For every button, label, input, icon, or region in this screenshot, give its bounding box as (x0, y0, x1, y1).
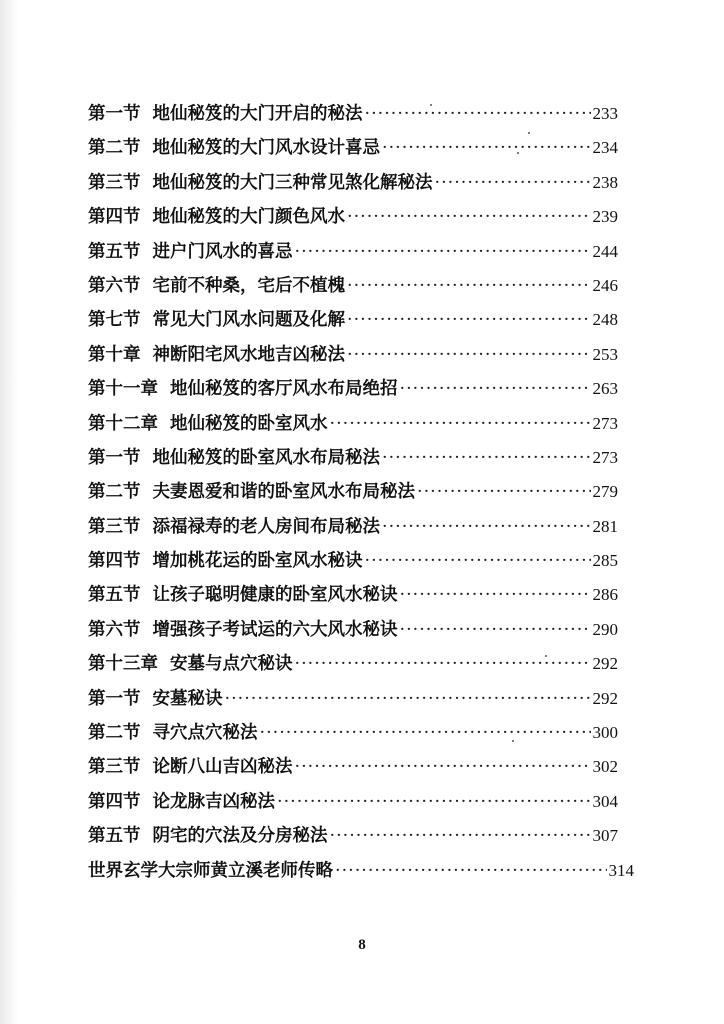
toc-leader-dots (347, 276, 591, 296)
toc-entry (88, 822, 618, 856)
toc-entry (88, 719, 618, 753)
toc-page-number: 263 (592, 379, 618, 399)
toc-entry (88, 238, 618, 272)
toc-chapter-label: 第十章 (88, 344, 141, 365)
toc-entry (88, 581, 618, 615)
toc-section-label: 第五节 (88, 241, 141, 262)
toc-section-label: 第五节 (88, 585, 141, 606)
scan-speck (430, 104, 432, 106)
table-of-contents (88, 100, 634, 891)
toc-section-label: 第一节 (88, 688, 141, 709)
toc-leader-dots (225, 689, 591, 709)
toc-page-number: 302 (592, 757, 618, 777)
toc-section-label: 第三节 (88, 516, 141, 537)
toc-page-number: 234 (592, 138, 618, 158)
toc-page-number: 246 (592, 275, 618, 295)
toc-chapter-label: 第十二章 (88, 413, 158, 434)
toc-leader-dots (347, 310, 591, 330)
toc-page-number: 253 (592, 344, 618, 364)
toc-chapter-label: 第十一章 (88, 379, 158, 400)
toc-page-number: 248 (592, 310, 618, 330)
toc-title: 常见大门风水问题及化解 (152, 310, 345, 331)
toc-page-number: 238 (592, 172, 618, 192)
scan-speck (517, 152, 519, 154)
toc-page-number: 286 (592, 585, 618, 605)
toc-title: 地仙秘笈的大门颜色风水 (152, 207, 345, 228)
toc-section-label: 第六节 (88, 275, 141, 296)
toc-section-label: 第三节 (88, 172, 141, 193)
toc-page-number: 239 (592, 207, 618, 227)
toc-entry (88, 444, 618, 478)
toc-entry (88, 306, 618, 340)
toc-page-number: 304 (592, 791, 618, 811)
toc-title: 阴宅的穴法及分房秘法 (152, 826, 328, 847)
toc-title: 夫妻恩爱和谐的卧室风水布局秘法 (152, 482, 415, 503)
toc-title: 宅前不种桑，宅后不植槐 (152, 275, 345, 296)
toc-section-label: 第七节 (88, 310, 141, 331)
toc-title: 进户门风水的喜忌 (152, 241, 293, 262)
toc-entry (88, 788, 618, 822)
toc-title: 增强孩子考试运的六大风水秘诀 (152, 619, 398, 640)
toc-entry (88, 478, 618, 512)
toc-entry (88, 134, 618, 168)
scan-speck (512, 740, 514, 742)
toc-page-number: 290 (592, 619, 618, 639)
toc-leader-dots (400, 585, 591, 605)
scan-speck (528, 132, 530, 134)
toc-leader-dots (347, 345, 591, 365)
toc-section-label: 第二节 (88, 723, 141, 744)
toc-appendix-entry (88, 857, 634, 891)
toc-page-number: 307 (592, 826, 618, 846)
toc-leader-dots (417, 482, 591, 502)
toc-page-number: 273 (592, 413, 618, 433)
toc-leader-dots (382, 517, 591, 537)
toc-section-label: 第二节 (88, 138, 141, 159)
toc-page-number: 273 (592, 447, 618, 467)
toc-leader-dots (295, 757, 591, 777)
toc-entry (88, 100, 618, 134)
toc-title: 世界玄学大宗师黄立溪老师传略 (88, 860, 333, 881)
toc-title: 神断阳宅风水地吉凶秘法 (152, 344, 345, 365)
scan-speck (545, 655, 547, 657)
toc-page-number: 279 (592, 482, 618, 502)
toc-chapter-label: 第十三章 (88, 654, 158, 675)
toc-page-number: 285 (592, 551, 618, 571)
toc-title: 添福禄寿的老人房间布局秘法 (152, 516, 380, 537)
toc-page-number: 281 (592, 516, 618, 536)
toc-section-label: 第三节 (88, 757, 141, 778)
toc-section-label: 第六节 (88, 619, 141, 640)
toc-page-number: 244 (592, 241, 618, 261)
toc-leader-dots (365, 551, 591, 571)
toc-title: 地仙秘笈的大门风水设计喜忌 (152, 138, 380, 159)
toc-chapter-entry (88, 375, 618, 409)
toc-leader-dots (295, 242, 591, 262)
toc-leader-dots (382, 448, 591, 468)
toc-section-label: 第一节 (88, 104, 141, 124)
toc-leader-dots (295, 654, 591, 674)
toc-title: 增加桃花运的卧室风水秘诀 (152, 551, 363, 572)
toc-leader-dots (365, 104, 591, 124)
toc-title: 地仙秘笈的卧室风水 (170, 413, 328, 434)
scan-shadow-edge (0, 0, 18, 1024)
toc-chapter-entry (88, 410, 618, 444)
toc-leader-dots (435, 173, 591, 193)
toc-section-label: 第四节 (88, 791, 141, 812)
toc-entry (88, 203, 618, 237)
toc-title: 地仙秘笈的大门开启的秘法 (152, 104, 363, 124)
toc-entry (88, 616, 618, 650)
toc-leader-dots (400, 620, 591, 640)
toc-page-number: 292 (592, 654, 618, 674)
toc-page-number: 233 (592, 104, 618, 123)
toc-entry (88, 753, 618, 787)
toc-section-label: 第五节 (88, 826, 141, 847)
toc-section-label: 第四节 (88, 207, 141, 228)
toc-title: 安墓与点穴秘诀 (170, 654, 293, 675)
toc-title: 论断八山吉凶秘法 (152, 757, 293, 778)
toc-entry (88, 685, 618, 719)
toc-title: 安墓秘诀 (152, 688, 223, 709)
toc-leader-dots (277, 792, 591, 812)
toc-section-label: 第一节 (88, 447, 141, 468)
toc-entry (88, 547, 618, 581)
toc-title: 论龙脉吉凶秘法 (152, 791, 275, 812)
toc-section-label: 第四节 (88, 551, 141, 572)
toc-title: 寻穴点穴秘法 (152, 723, 258, 744)
toc-leader-dots (330, 414, 591, 434)
toc-page-number: 314 (608, 860, 634, 880)
toc-entry (88, 169, 618, 203)
toc-leader-dots (330, 826, 591, 846)
toc-title: 地仙秘笈的大门三种常见煞化解秘法 (152, 172, 433, 193)
toc-entry (88, 272, 618, 306)
toc-leader-dots (382, 138, 591, 158)
toc-leader-dots (260, 723, 591, 743)
toc-entry (88, 513, 618, 547)
page-number-footer: 8 (358, 937, 366, 953)
toc-title: 地仙秘笈的卧室风水布局秘法 (152, 447, 380, 468)
toc-title: 地仙秘笈的客厅风水布局绝招 (170, 379, 398, 400)
toc-page-number: 300 (592, 723, 618, 743)
toc-leader-dots (400, 379, 591, 399)
toc-leader-dots (335, 861, 607, 881)
toc-section-label: 第二节 (88, 482, 141, 503)
toc-page-number: 292 (592, 688, 618, 708)
toc-chapter-entry (88, 341, 618, 375)
toc-title: 让孩子聪明健康的卧室风水秘诀 (152, 585, 398, 606)
toc-leader-dots (347, 207, 591, 227)
toc-chapter-entry (88, 650, 618, 684)
